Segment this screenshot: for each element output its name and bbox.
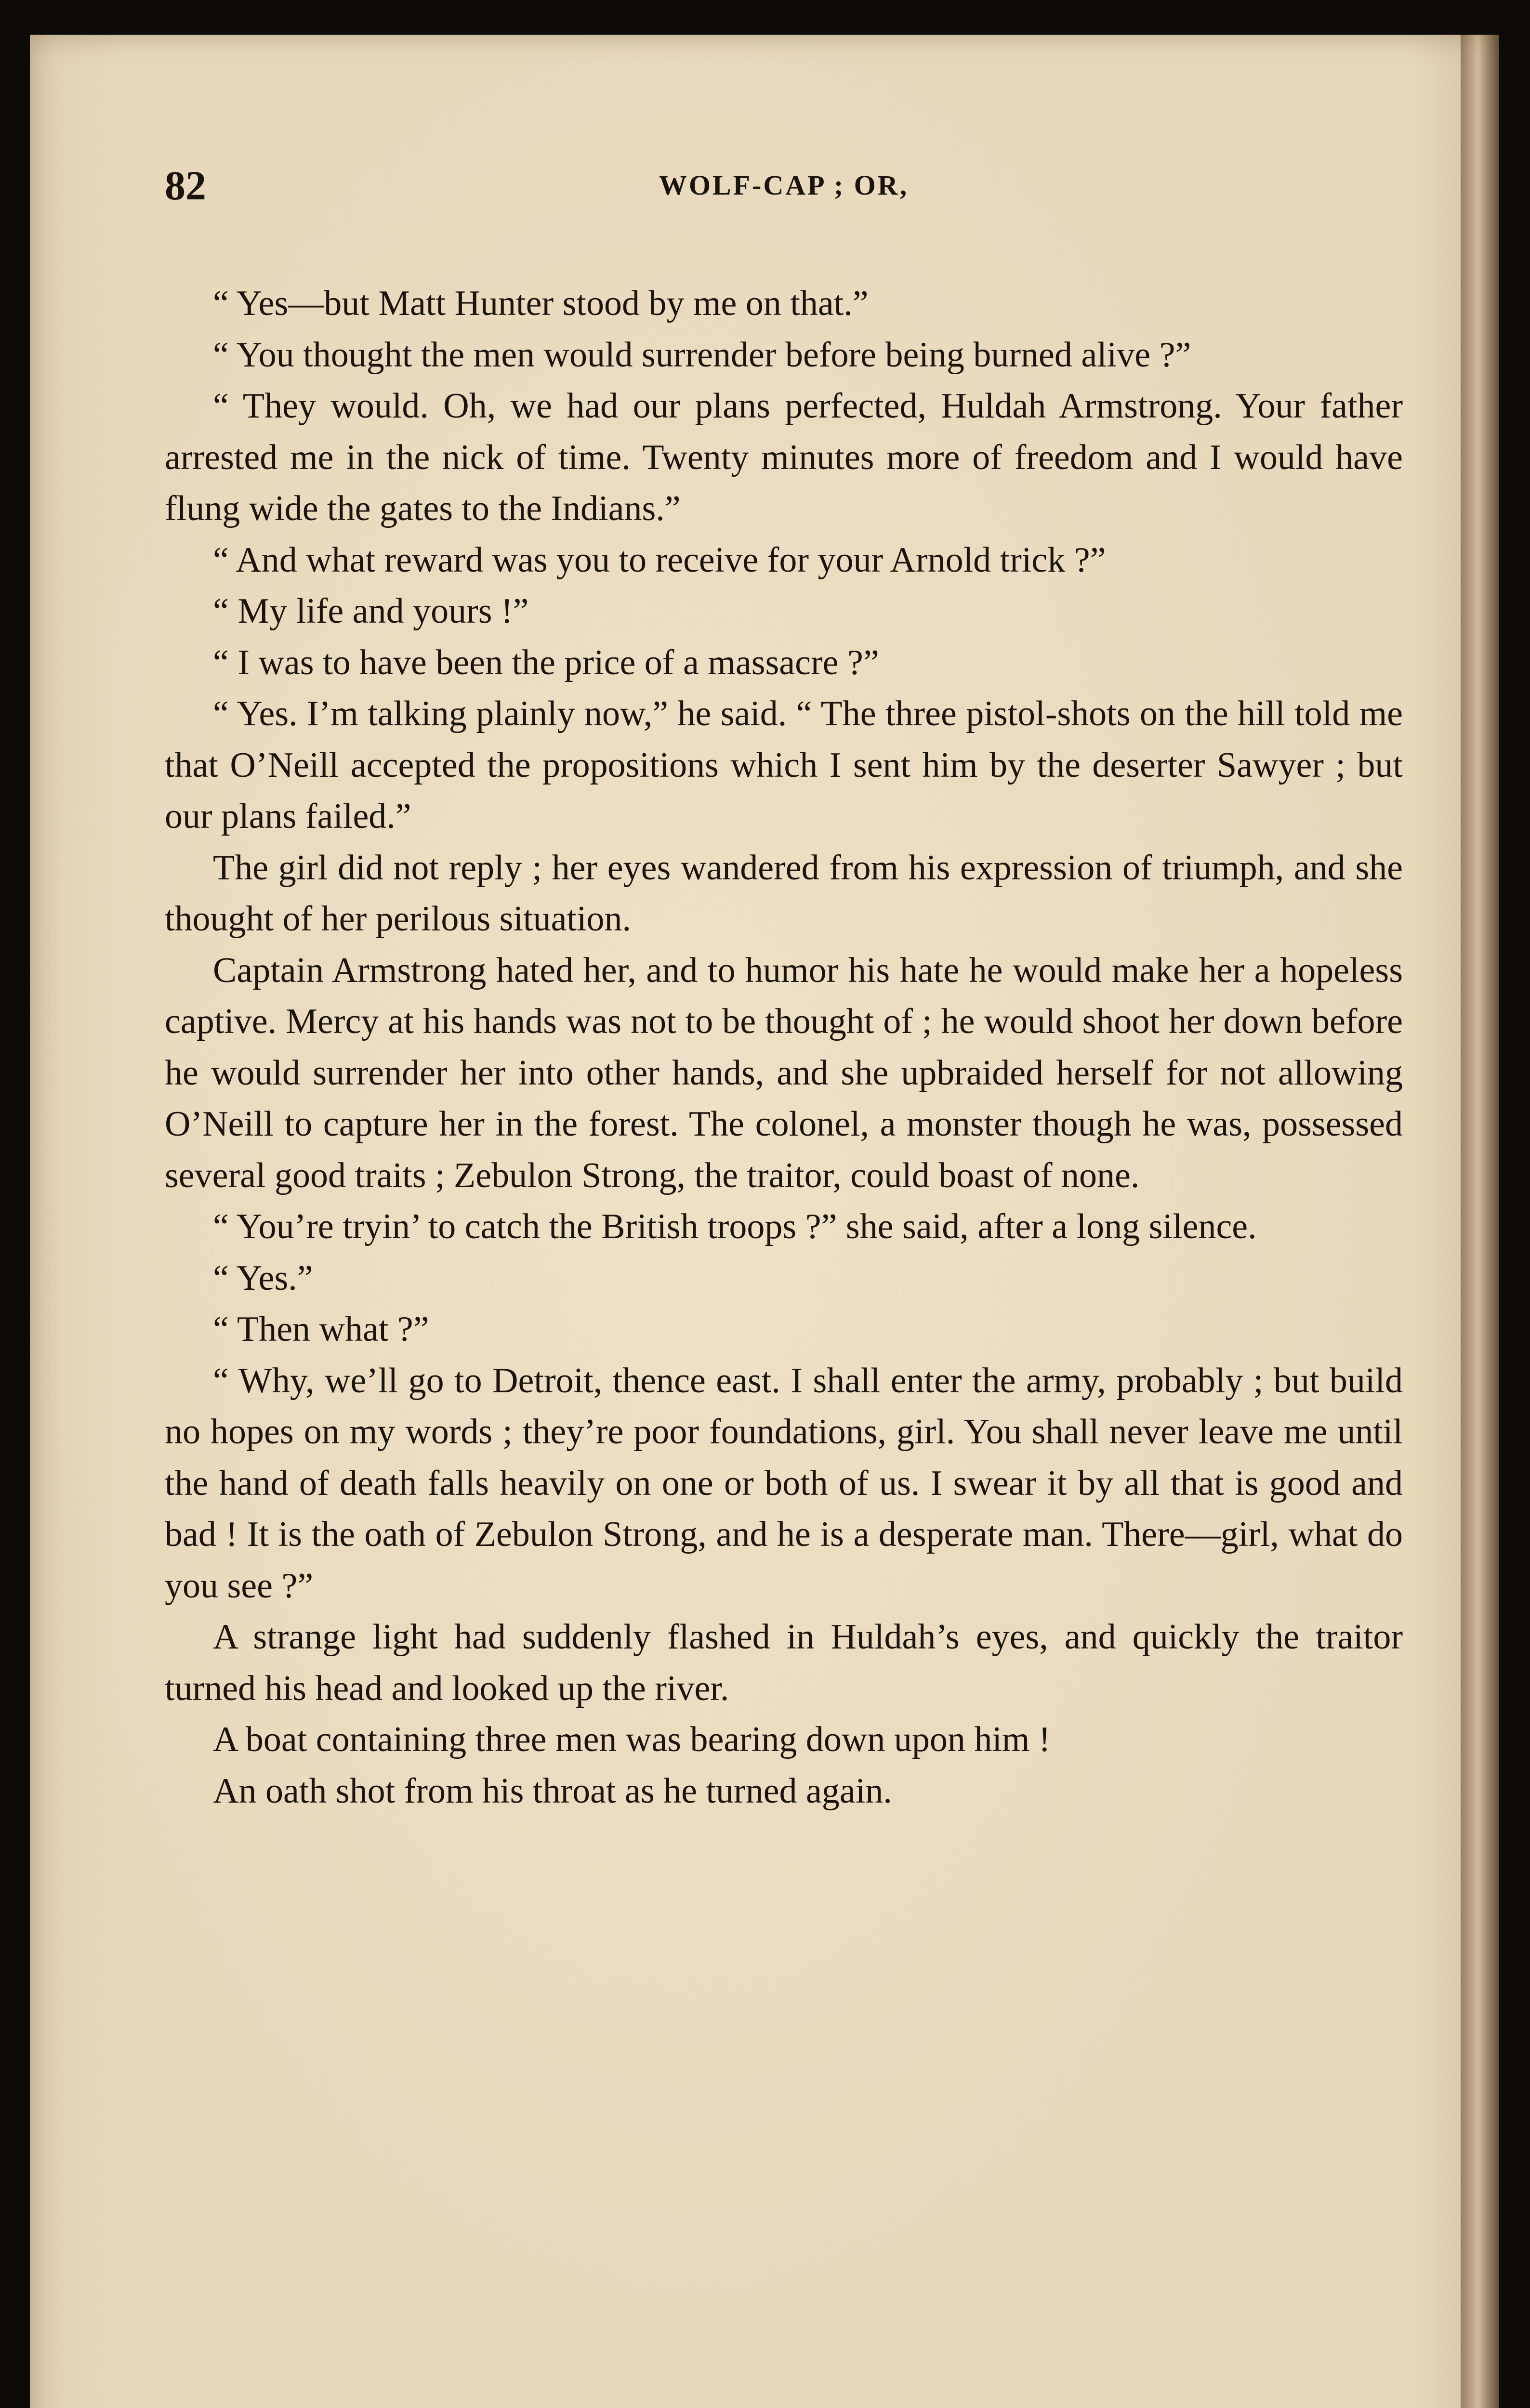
page-header (165, 154, 1403, 217)
paragraph: “ Yes. I’m talking plainly now,” he said. “ The three pistol-shots on the hill told me that O’Neill accepted the propositions which I sent him by the deserter Sawyer ; but our plans failed.” (165, 694, 1403, 836)
paragraph: “ Why, we’ll go to Detroit, thence east. I shall enter the army, probably ; but build no hopes on my words ; they’re poor foundations, girl. You shall never leave me until the hand of death falls heavily on one or both of us. I swear it by all that is good and bad ! It is the oath of Zebulon Strong, and he is a desperate man. There—girl, what do you see ?” (165, 1361, 1403, 1606)
paragraph: “ They would. Oh, we had our plans perfected, Huldah Armstrong. Your father arrested me in the nick of time. Twenty minutes more of freedom and I would have flung wide the gates to the Indians.” (165, 386, 1403, 528)
paragraph: “ My life and yours !” (213, 591, 529, 631)
paragraph: The girl did not reply ; her eyes wandered from his expression of triumph, and she thought of her perilous situation. (165, 848, 1403, 939)
book-page (30, 35, 1499, 2408)
paragraph: A boat containing three men was bearing down upon him ! (213, 1720, 1051, 1759)
page-spine-shadow (1461, 35, 1499, 2408)
paragraph: “ And what reward was you to receive for your Arnold trick ?” (213, 540, 1106, 580)
paragraph: “ Yes.” (213, 1258, 313, 1298)
paragraph: “ You thought the men would surrender before being burned alive ?” (213, 335, 1191, 375)
paragraph: Captain Armstrong hated her, and to humor his hate he would make her a hopeless captive. Mercy at his hands was not to be thought of ; he would shoot her down before he would surrender her into other hands, and she upbraided herself for not allowing O’Neill to capture her in the forest. The colonel, a monster though he was, possessed several good traits ; Zebulon Strong, the traitor, could boast of none. (165, 950, 1403, 1195)
page-number: 82 (165, 162, 206, 209)
paragraph: An oath shot from his throat as he turned again. (213, 1771, 892, 1811)
paragraph: “ I was to have been the price of a massacre ?” (213, 642, 879, 682)
running-head: WOLF-CAP ; OR, (659, 170, 909, 201)
body-text (165, 278, 1403, 1817)
paragraph: “ Yes—but Matt Hunter stood by me on that.” (213, 284, 869, 323)
paragraph: “ You’re tryin’ to catch the British troops ?” she said, after a long silence. (213, 1207, 1257, 1246)
paragraph: A strange light had suddenly flashed in Huldah’s eyes, and quickly the traitor turned his head and looked up the river. (165, 1617, 1403, 1708)
paragraph: “ Then what ?” (213, 1309, 429, 1349)
